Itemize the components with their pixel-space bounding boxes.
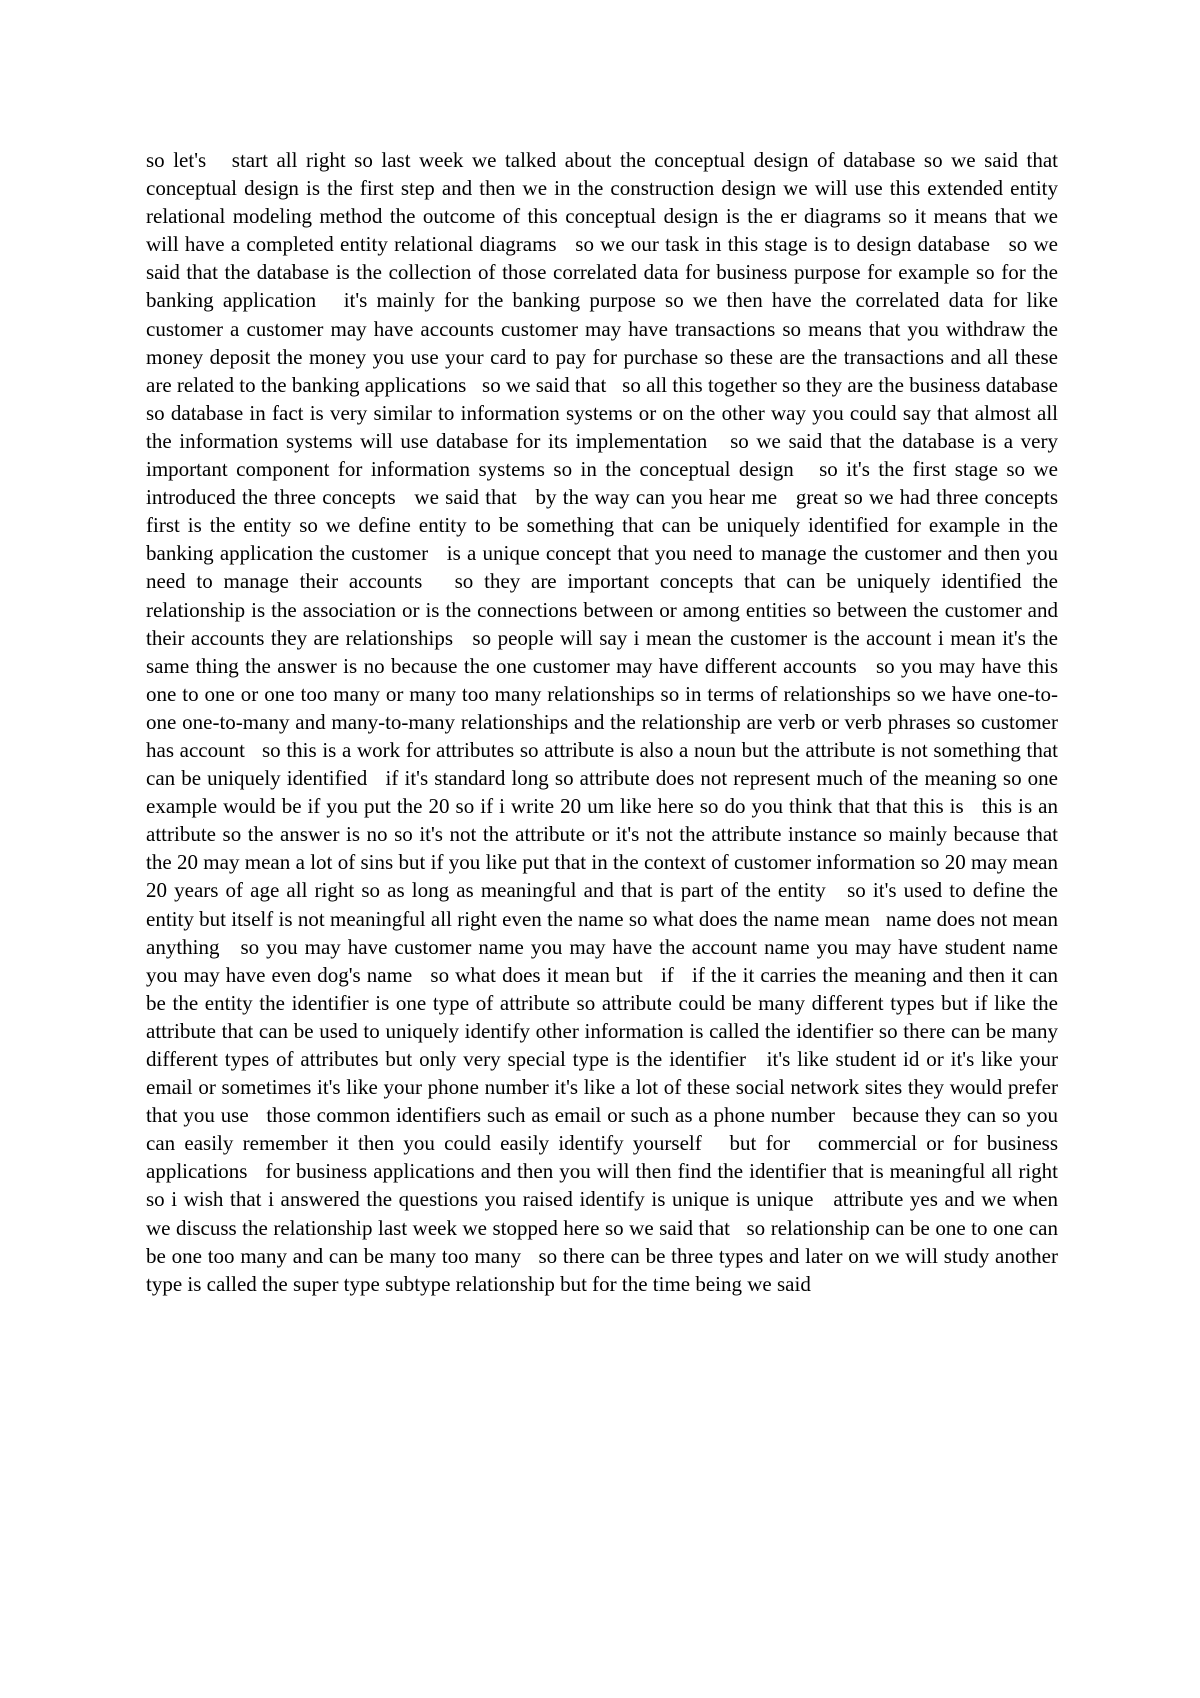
lecture-transcript-paragraph: so let's start all right so last week we talked about the conceptual design of database so we said that conceptual design is the first step and then we in the construction design we will use this extended entity relational modeling method the outcome of this conceptual design is the er diagrams so it means that we will have a completed entity relational diagrams so we our task in this stage is to design database so we said that the database is the collection of those correlated data for business purpose for example so for the banking application it's mainly for the banking purpose so we then have the correlated data for like customer a customer may have accounts customer may have transactions so means that you withdraw the money deposit the money you use your card to pay for purchase so these are the transactions and all these are related to the banking applications so we said that so all this together so they are the business database so database in fact is very similar to information systems or on the other way you could say that almost all the information systems will use database for its implementation so we said that the database is a very important component for information systems so in the conceptual design so it's the first stage so we introduced the three concepts we said that by the way can you hear me great so we had three concepts first is the entity so we define entity to be something that can be uniquely identified for example in the banking application the customer is a unique concept that you need to manage the customer and then you need to manage their accounts so they are important concepts that can be uniquely identified the relationship is the association or is the connections between or among entities so between the customer and their accounts they are relationships so people will say i mean the customer is the account i mean it's the same thing the answer is no because the one customer may have different accounts so you may have this one to one or one too many or many too many relationships so in terms of relationships so we have one-to-one one-to-many and many-to-many relationships and the relationship are verb or verb phrases so customer has account so this is a work for attributes so attribute is also a noun but the attribute is not something that can be uniquely identified if it's standard long so attribute does not represent much of the meaning so one example would be if you put the 20 so if i write 20 um like here so do you think that that this is this is an attribute so the answer is no so it's not the attribute or it's not the attribute instance so mainly because that the 20 may mean a lot of sins but if you like put that in the context of customer information so 20 may mean 20 years of age all right so as long as meaningful and that is part of the entity so it's used to define the entity but itself is not meaningful all right even the name so what does the name mean name does not mean anything so you may have customer name you may have the account name you may have student name you may have even dog's name so what does it mean but if if the it carries the meaning and then it can be the entity the identifier is one type of attribute so attribute could be many different types but if like the attribute that can be used to uniquely identify other information is called the identifier so there can be many different types of attributes but only very special type is the identifier it's like student id or it's like your email or sometimes it's like your phone number it's like a lot of these social network sites they would prefer that you use those common identifiers such as email or such as a phone number because they can so you can easily remember it then you could easily identify yourself but for commercial or for business applications for business applications and then you will then find the identifier that is meaningful all right so i wish that i answered the questions you raised identify is unique is unique attribute yes and we when we discuss the relationship last week we stopped here so we said that so relationship can be one to one can be one too many and can be many too many so there can be three types and later on we will study another type is called the super type subtype relationship but for the time being we said <box>146 148 1074 1296</box>
